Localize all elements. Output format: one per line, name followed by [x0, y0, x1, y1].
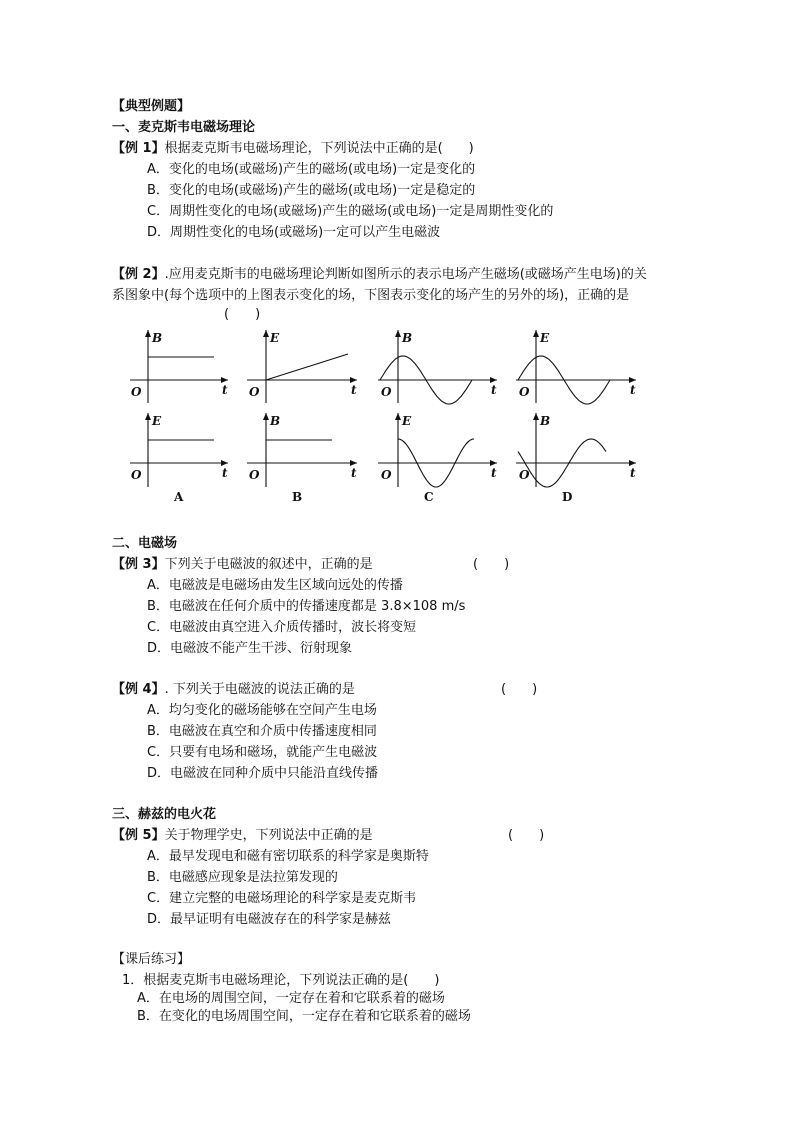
field-label-1-0: E: [270, 331, 280, 345]
section-1-title: 一、麦克斯韦电磁场理论: [112, 120, 256, 135]
example-1-option-b: B．变化的电场(或磁场)产生的磁场(或电场)一定是稳定的: [147, 183, 476, 198]
example-1-option-d: D．周期性变化的电场(或磁场)一定可以产生电磁波: [147, 225, 441, 240]
example-2-answer-paren: ( ): [224, 307, 261, 322]
example-5-stem: [112, 827, 373, 845]
t-label-1-0: t: [351, 383, 357, 397]
t-label-2-1: t: [491, 466, 497, 480]
t-label-0-0: t: [222, 383, 228, 397]
example-1-option-a: A．变化的电场(或磁场)产生的磁场(或电场)一定是变化的: [147, 162, 476, 177]
origin-label-1-0: O: [249, 385, 260, 399]
t-label-0-1: t: [222, 466, 228, 480]
example-5-text: 关于物理学史，下列说法中正确的是: [164, 828, 373, 843]
example-4-option-c: C．只要有电场和磁场，就能产生电磁波: [147, 745, 378, 760]
example-3-option-d: D．电磁波不能产生干涉、衍射现象: [147, 641, 353, 656]
field-label-3-1: B: [540, 414, 551, 428]
curve-1-0: [266, 354, 348, 380]
origin-label-1-1: O: [249, 468, 260, 482]
example-1-option-c: C．周期性变化的电场(或磁场)产生的磁场(或电场)一定是周期性变化的: [147, 204, 554, 219]
t-label-1-1: t: [351, 466, 357, 480]
example-1-tag: 【例 1】: [112, 141, 165, 156]
example-2-stem-line2: 系图象中(每个选项中的上图表示变化的场，下图表示变化的场产生的另外的场)，正确的是: [112, 288, 630, 303]
example-4-tag: 【例 4】: [112, 682, 165, 697]
origin-label-2-1: O: [381, 468, 392, 482]
choice-label-d: D: [562, 490, 573, 504]
field-label-1-1: B: [270, 414, 281, 428]
example-2-text-1: .应用麦克斯韦的电磁场理论判断如图所示的表示电场产生磁场(或磁场产生电场)的关: [164, 267, 647, 282]
example-3-text: 下列关于电磁波的叙述中，正确的是: [164, 557, 373, 572]
example-3-tag: 【例 3】: [112, 557, 165, 572]
origin-label-3-1: O: [519, 468, 530, 482]
practice-title: 【课后练习】: [112, 952, 191, 967]
section-3-title: 三、赫兹的电火花: [112, 807, 217, 822]
example-4-option-b: B．电磁波在真空和介质中传播速度相同: [147, 724, 377, 739]
field-label-3-0: E: [540, 331, 550, 345]
example-4-text: . 下列关于电磁波的说法正确的是: [164, 682, 355, 697]
practice-question-1: 1．根据麦克斯韦电磁场理论，下列说法正确的是( ): [122, 973, 440, 988]
origin-label-0-0: O: [131, 385, 142, 399]
example-5-option-b: B．电磁感应现象是法拉第发现的: [147, 870, 338, 885]
practice-1-option-b: B．在变化的电场周围空间，一定存在着和它联系着的磁场: [137, 1009, 471, 1024]
example-2-stem-line1: [112, 266, 647, 284]
origin-label-3-0: O: [519, 385, 530, 399]
example-5-tag: 【例 5】: [112, 828, 165, 843]
origin-label-0-1: O: [131, 468, 142, 482]
example-4-option-d: D．电磁波在同种介质中只能沿直线传播: [147, 766, 379, 781]
example-1-stem: [112, 140, 474, 158]
example-5-option-d: D．最早证明有电磁波存在的科学家是赫兹: [147, 912, 392, 927]
choice-label-a: A: [174, 490, 184, 504]
example-4-option-a: A．均匀变化的磁场能够在空间产生电场: [147, 703, 377, 718]
field-label-0-1: E: [152, 414, 162, 428]
example-4-answer-paren: ( ): [501, 682, 538, 697]
example-5-option-a: A．最早发现电和磁有密切联系的科学家是奥斯特: [147, 849, 429, 864]
field-label-0-0: B: [152, 331, 163, 345]
field-label-2-1: E: [402, 414, 412, 428]
origin-label-2-0: O: [381, 385, 392, 399]
practice-1-option-a: A．在电场的周围空间，一定存在着和它联系着的磁场: [137, 991, 445, 1006]
example-4-stem: [112, 681, 355, 699]
t-label-3-0: t: [630, 383, 636, 397]
example-3-option-c: C．电磁波由真空进入介质传播时，波长将变短: [147, 620, 417, 635]
example-2-tag: 【例 2】: [112, 267, 165, 282]
t-label-2-0: t: [491, 383, 497, 397]
example-1-text: 根据麦克斯韦电磁场理论，下列说法中正确的是( ): [164, 141, 474, 156]
section-title: 【典型例题】: [112, 99, 191, 114]
field-label-2-0: B: [402, 331, 413, 345]
example-3-option-a: A．电磁波是电磁场由发生区域向远处的传播: [147, 578, 403, 593]
example-3-answer-paren: ( ): [473, 557, 510, 572]
section-2-title: 二、电磁场: [112, 536, 178, 551]
example-3-stem: [112, 556, 373, 574]
t-label-3-1: t: [630, 466, 636, 480]
field-graphs-figure: [0, 325, 794, 525]
example-5-option-c: C．建立完整的电磁场理论的科学家是麦克斯韦: [147, 891, 417, 906]
choice-label-b: B: [292, 490, 303, 504]
choice-label-c: C: [424, 490, 434, 504]
example-3-option-b: B．电磁波在任何介质中的传播速度都是 3.8×108 m/s: [147, 599, 466, 614]
example-5-answer-paren: ( ): [508, 828, 545, 843]
